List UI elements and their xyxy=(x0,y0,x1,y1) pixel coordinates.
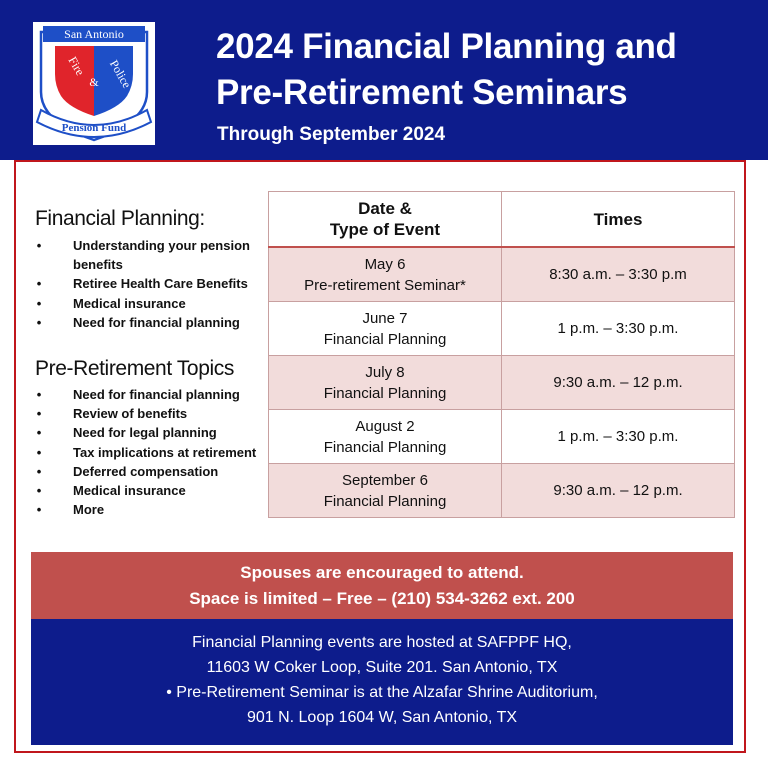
financial-planning-title: Financial Planning: xyxy=(35,207,205,230)
bullet-icon: • xyxy=(36,238,42,253)
event-cell: June 7 Financial Planning xyxy=(269,302,502,356)
shield-logo-icon xyxy=(33,22,155,145)
bullet-icon: • xyxy=(36,463,42,479)
list-item: • Medical insurance xyxy=(33,481,295,500)
table-row xyxy=(269,302,735,356)
bullet-icon: • xyxy=(36,314,42,330)
event-cell: July 8 Financial Planning xyxy=(269,356,502,410)
table-row xyxy=(269,356,735,410)
time-cell: 8:30 a.m. – 3:30 p.m xyxy=(502,247,735,302)
title-line-2: Pre-Retirement Seminars xyxy=(216,73,628,112)
bullet-icon: • xyxy=(36,425,42,441)
logo-text-top: San Antonio xyxy=(64,27,124,41)
event-cell: May 6 Pre-retirement Seminar* xyxy=(269,247,502,302)
time-cell: 9:30 a.m. – 12 p.m. xyxy=(502,356,735,410)
header-date-type: Date & Type of Event xyxy=(269,192,502,248)
bullet-icon: • xyxy=(36,502,42,518)
location-line-4: 901 N. Loop 1604 W, San Antonio, TX xyxy=(246,709,518,726)
header-banner xyxy=(0,0,768,160)
list-item: • Understanding your pension benefits xyxy=(33,236,295,274)
list-item: • Tax implications at retirement xyxy=(33,443,295,462)
bullet-icon: • xyxy=(36,444,42,460)
bullet-icon: • xyxy=(36,387,42,402)
pre-retirement-list xyxy=(33,385,295,519)
table-header-row xyxy=(269,192,735,248)
list-item: • Need for financial planning xyxy=(33,313,295,332)
time-cell: 1 p.m. – 3:30 p.m. xyxy=(502,302,735,356)
list-item: • Medical insurance xyxy=(33,294,295,313)
location-line-2: 11603 W Coker Loop, Suite 201. San Antonio, TX xyxy=(206,659,558,676)
location-line-3: • Pre-Retirement Seminar is at the Alzafar Shrine Auditorium, xyxy=(166,684,598,701)
event-cell: September 6 Financial Planning xyxy=(269,464,502,518)
time-cell: 1 p.m. – 3:30 p.m. xyxy=(502,410,735,464)
bullet-icon: • xyxy=(36,276,42,292)
list-item: • Deferred compensation xyxy=(33,462,295,481)
page-title xyxy=(216,24,756,116)
notice-line-1: Spouses are encouraged to attend. xyxy=(240,563,524,582)
logo-text-fire: Fire xyxy=(65,54,88,78)
page-subtitle: Through September 2024 xyxy=(217,124,446,145)
bullet-icon: • xyxy=(36,406,42,422)
event-cell: August 2 Financial Planning xyxy=(269,410,502,464)
table-row xyxy=(269,464,735,518)
logo-text-bottom: Pension Fund xyxy=(61,122,127,134)
location-banner xyxy=(31,619,733,745)
financial-planning-list xyxy=(33,236,295,332)
notice-line-2: Space is limited – Free – (210) 534-3262 ext. 200 xyxy=(189,589,575,608)
list-item: • Retiree Health Care Benefits xyxy=(33,274,295,293)
location-line-1: Financial Planning events are hosted at SAFPPF HQ, xyxy=(192,634,572,651)
header-times: Times xyxy=(502,192,735,248)
title-line-1: 2024 Financial Planning and xyxy=(216,27,677,66)
time-cell: 9:30 a.m. – 12 p.m. xyxy=(502,464,735,518)
logo-text-police: Police xyxy=(106,57,135,91)
schedule-table xyxy=(268,191,735,518)
bullet-icon: • xyxy=(36,295,42,311)
table-row xyxy=(269,410,735,464)
logo-ampersand: & xyxy=(89,75,99,89)
bullet-icon: • xyxy=(36,483,42,499)
pre-retirement-title: Pre-Retirement Topics xyxy=(35,357,234,380)
list-item: • Review of benefits xyxy=(33,404,295,423)
list-item: • Need for legal planning xyxy=(33,423,295,442)
list-item: • More xyxy=(33,500,295,519)
list-item: • Need for financial planning xyxy=(33,385,295,404)
table-row xyxy=(269,247,735,302)
notice-banner xyxy=(31,552,733,619)
pension-fund-logo xyxy=(33,22,155,145)
